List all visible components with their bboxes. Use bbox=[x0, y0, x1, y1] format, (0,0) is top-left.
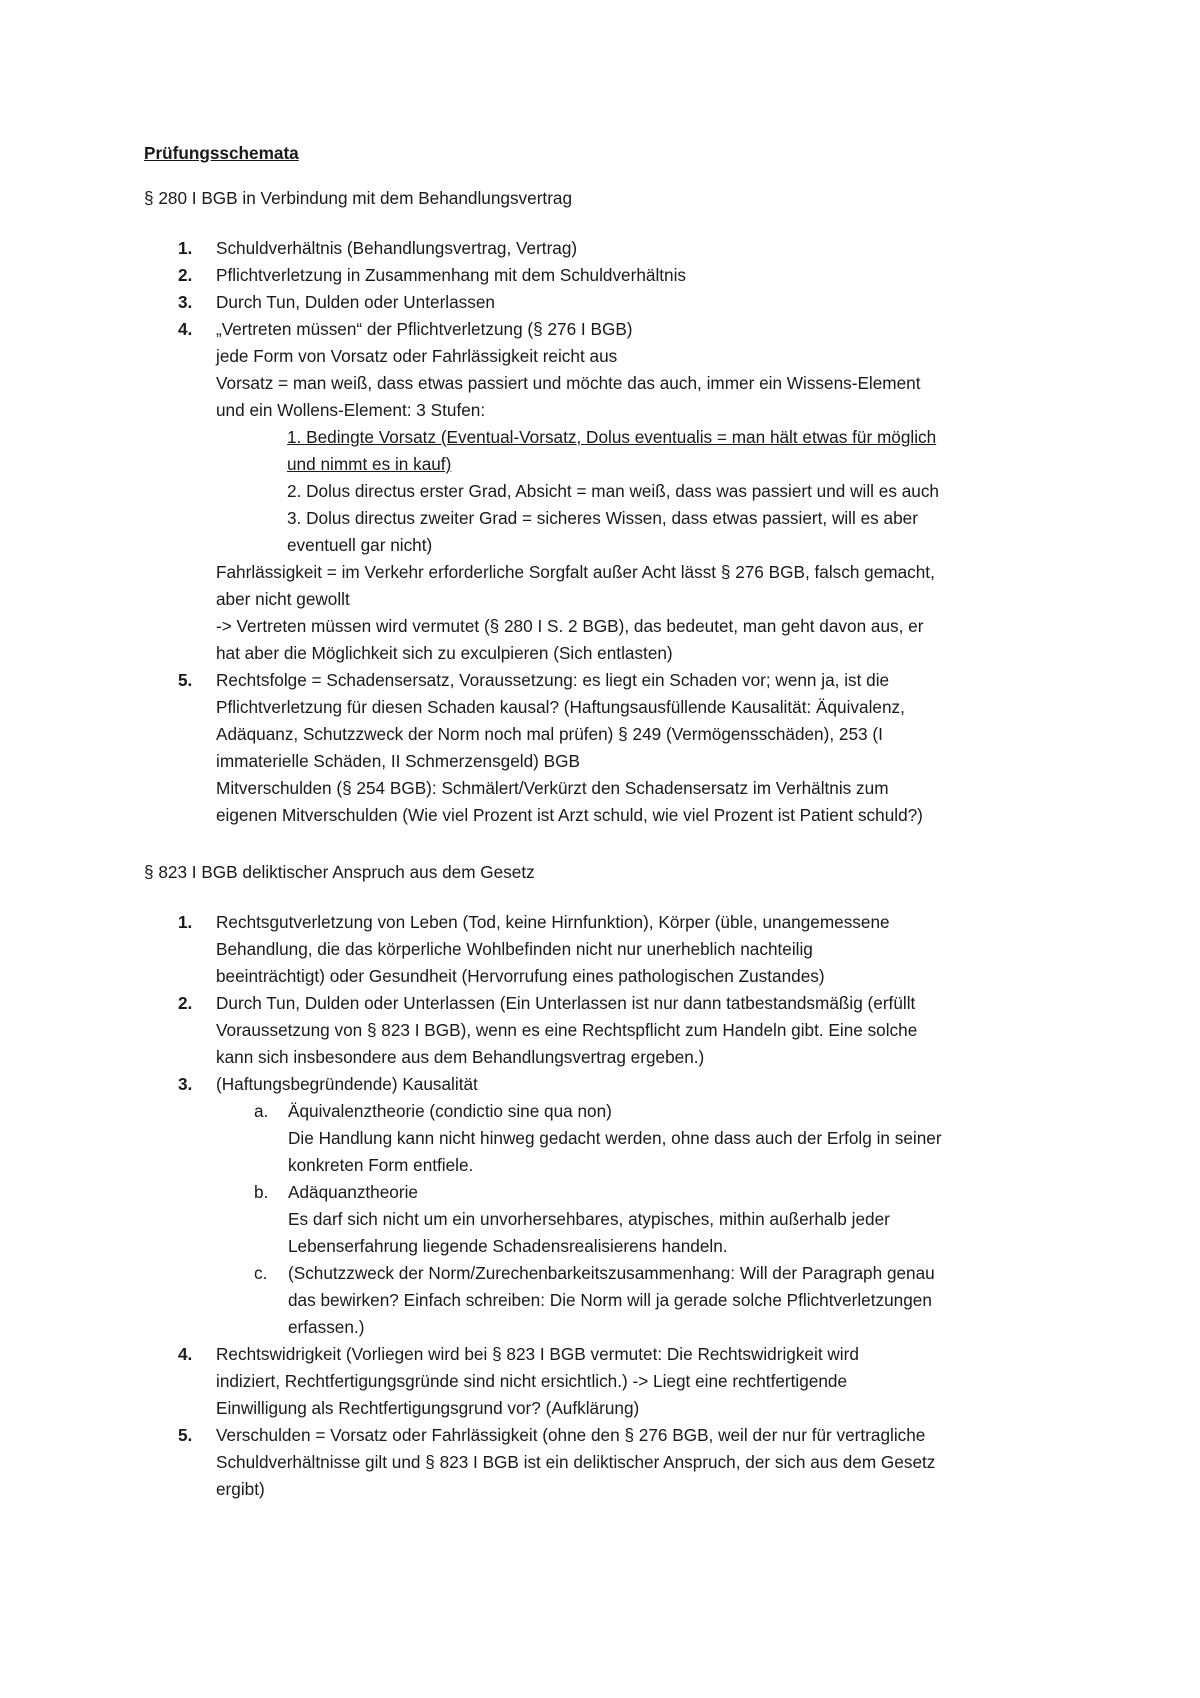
section2-heading: § 823 I BGB deliktischer Anspruch aus dem Gesetz bbox=[144, 862, 535, 882]
alpha-item bbox=[216, 1260, 1064, 1341]
text-line: das bewirken? Einfach schreiben: Die Norm will ja gerade solche Pflichtverletzungen bbox=[288, 1290, 932, 1310]
list-number: 1. bbox=[178, 238, 193, 258]
alpha-item bbox=[216, 1098, 1064, 1179]
text-line: konkreten Form entfiele. bbox=[288, 1155, 474, 1175]
list-number: 4. bbox=[178, 319, 193, 339]
list-number: 5. bbox=[178, 1425, 193, 1445]
section2-list bbox=[144, 909, 1064, 1503]
text-line: Pflichtverletzung in Zusammenhang mit dem Schuldverhältnis bbox=[216, 265, 687, 285]
list-item bbox=[144, 1341, 1064, 1422]
text-line: Pflichtverletzung für diesen Schaden kausal? (Haftungsausfüllende Kausalität: Äquivalenz, bbox=[216, 697, 905, 717]
text-line: hat aber die Möglichkeit sich zu exculpieren (Sich entlasten) bbox=[216, 643, 673, 663]
list-item bbox=[144, 262, 1064, 289]
text-line: und ein Wollens-Element: 3 Stufen: bbox=[216, 400, 486, 420]
text-line: Rechtsgutverletzung von Leben (Tod, keine Hirnfunktion), Körper (üble, unangemessene bbox=[216, 912, 890, 932]
alpha-item bbox=[216, 1179, 1064, 1260]
text-line: Adäquanztheorie bbox=[288, 1182, 418, 1202]
text-line: indiziert, Rechtfertigungsgründe sind nicht ersichtlich.) -> Liegt eine rechtfertigende bbox=[216, 1371, 848, 1391]
list-item bbox=[144, 909, 1064, 990]
alpha-letter: a. bbox=[254, 1101, 269, 1121]
text-line: Adäquanz, Schutzzweck der Norm noch mal prüfen) § 249 (Vermögensschäden), 253 (I bbox=[216, 724, 883, 744]
text-line: Rechtswidrigkeit (Vorliegen wird bei § 823 I BGB vermutet: Die Rechtswidrigkeit wird bbox=[216, 1344, 859, 1364]
text-line: ergibt) bbox=[216, 1479, 265, 1499]
list-item bbox=[144, 1071, 1064, 1341]
text-line: Die Handlung kann nicht hinweg gedacht werden, ohne dass auch der Erfolg in seiner bbox=[288, 1128, 942, 1148]
text-line: Einwilligung als Rechtfertigungsgrund vor? (Aufklärung) bbox=[216, 1398, 640, 1418]
text-line: Durch Tun, Dulden oder Unterlassen (Ein Unterlassen ist nur dann tatbestandsmäßig (erfüllt bbox=[216, 993, 916, 1013]
text-line: „Vertreten müssen“ der Pflichtverletzung (§ 276 I BGB) bbox=[216, 319, 633, 339]
text-line: Voraussetzung von § 823 I BGB), wenn es eine Rechtspflicht zum Handeln gibt. Eine solche bbox=[216, 1020, 918, 1040]
text-line: Verschulden = Vorsatz oder Fahrlässigkeit (ohne den § 276 BGB, weil der nur für vertragliche bbox=[216, 1425, 926, 1445]
text-line: 1. Bedingte Vorsatz (Eventual-Vorsatz, Dolus eventualis = man hält etwas für möglich bbox=[287, 427, 937, 447]
section-spacer bbox=[144, 829, 1064, 859]
list-item bbox=[144, 667, 1064, 829]
text-line: Vorsatz = man weiß, dass etwas passiert und möchte das auch, immer ein Wissens-Element bbox=[216, 373, 921, 393]
text-line: aber nicht gewollt bbox=[216, 589, 350, 609]
list-number: 2. bbox=[178, 265, 193, 285]
text-line: immaterielle Schäden, II Schmerzensgeld) BGB bbox=[216, 751, 580, 771]
text-line: eventuell gar nicht) bbox=[287, 535, 433, 555]
text-line: Es darf sich nicht um ein unvorhersehbares, atypisches, mithin außerhalb jeder bbox=[288, 1209, 890, 1229]
text-line: Fahrlässigkeit = im Verkehr erforderliche Sorgfalt außer Acht lässt § 276 BGB, falsch gemacht, bbox=[216, 562, 935, 582]
document-title: Prüfungsschemata bbox=[144, 143, 299, 163]
list-item bbox=[144, 1422, 1064, 1503]
text-line: (Schutzzweck der Norm/Zurechenbarkeitszusammenhang: Will der Paragraph genau bbox=[288, 1263, 935, 1283]
alpha-letter: b. bbox=[254, 1182, 269, 1202]
text-line: Äquivalenztheorie (condictio sine qua non) bbox=[288, 1101, 612, 1121]
text-line: kann sich insbesondere aus dem Behandlungsvertrag ergeben.) bbox=[216, 1047, 705, 1067]
document-page bbox=[144, 140, 1064, 1503]
text-line: (Haftungsbegründende) Kausalität bbox=[216, 1074, 478, 1094]
text-line: Schuldverhältnisse gilt und § 823 I BGB ist ein deliktischer Anspruch, der sich aus dem Gesetz bbox=[216, 1452, 936, 1472]
text-line: Durch Tun, Dulden oder Unterlassen bbox=[216, 292, 495, 312]
section1-heading: § 280 I BGB in Verbindung mit dem Behandlungsvertrag bbox=[144, 188, 573, 208]
text-line: jede Form von Vorsatz oder Fahrlässigkeit reicht aus bbox=[216, 346, 618, 366]
text-line: Schuldverhältnis (Behandlungsvertrag, Vertrag) bbox=[216, 238, 578, 258]
list-item bbox=[144, 316, 1064, 667]
text-line: Lebenserfahrung liegende Schadensrealisierens handeln. bbox=[288, 1236, 728, 1256]
text-line: Behandlung, die das körperliche Wohlbefinden nicht nur unerheblich nachteilig bbox=[216, 939, 813, 959]
vorsatz-stufen bbox=[216, 424, 1064, 559]
alpha-letter: c. bbox=[254, 1263, 268, 1283]
text-line: eigenen Mitverschulden (Wie viel Prozent ist Arzt schuld, wie viel Prozent ist Patient schuld?) bbox=[216, 805, 923, 825]
text-line: 3. Dolus directus zweiter Grad = sicheres Wissen, dass etwas passiert, will es aber bbox=[287, 508, 918, 528]
text-line: Rechtsfolge = Schadensersatz, Voraussetzung: es liegt ein Schaden vor; wenn ja, ist die bbox=[216, 670, 890, 690]
text-line: und nimmt es in kauf) bbox=[287, 454, 452, 474]
text-line: Mitverschulden (§ 254 BGB): Schmälert/Verkürzt den Schadensersatz im Verhältnis zum bbox=[216, 778, 889, 798]
list-item bbox=[144, 235, 1064, 262]
list-item bbox=[144, 289, 1064, 316]
list-number: 5. bbox=[178, 670, 193, 690]
text-line: 2. Dolus directus erster Grad, Absicht = man weiß, dass was passiert und will es auch bbox=[287, 481, 939, 501]
text-line: beeinträchtigt) oder Gesundheit (Hervorrufung eines pathologischen Zustandes) bbox=[216, 966, 825, 986]
text-line: erfassen.) bbox=[288, 1317, 365, 1337]
list-number: 3. bbox=[178, 1074, 193, 1094]
section1-list bbox=[144, 235, 1064, 829]
list-number: 1. bbox=[178, 912, 193, 932]
text-line: -> Vertreten müssen wird vermutet (§ 280 I S. 2 BGB), das bedeutet, man geht davon aus, er bbox=[216, 616, 924, 636]
list-number: 3. bbox=[178, 292, 193, 312]
list-number: 4. bbox=[178, 1344, 193, 1364]
list-number: 2. bbox=[178, 993, 193, 1013]
list-item bbox=[144, 990, 1064, 1071]
